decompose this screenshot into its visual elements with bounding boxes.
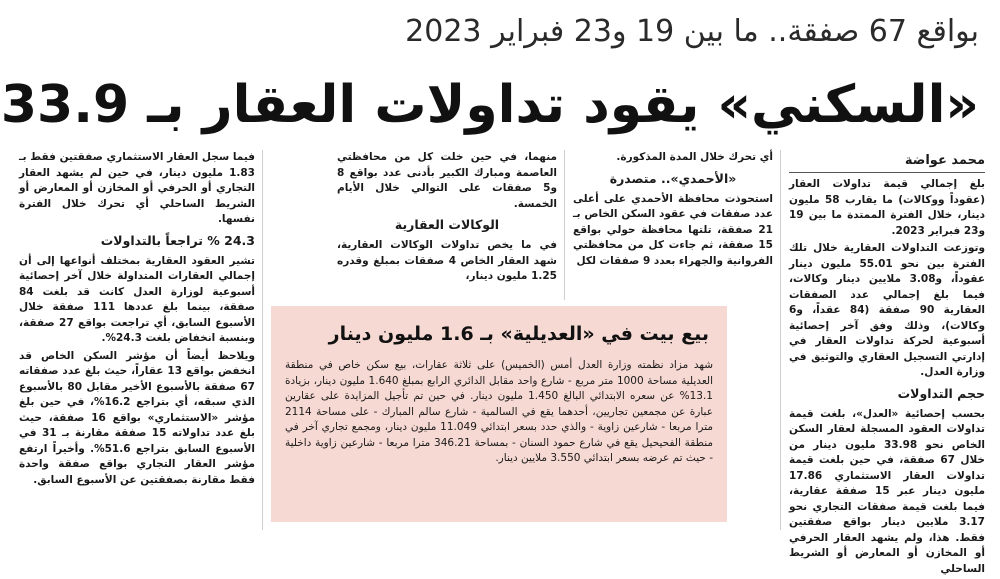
headline: «السكني» يقود تداولات العقار بـ 33.9	[1, 75, 980, 135]
column-3	[338, 150, 558, 287]
col4-para-2: تشير العقود العقارية بمختلف أنواعها إلى أن إجمالي العقارات المتداولة خلال آخر إحصائية أسبوعية لوزارة العدل كانت قد بلغت 84 صفقة، بينما بلغ عددها 111 صفقة خلال الأسبوع السابق، أي تراجعت بواقع 27 صفقة، وبنسبة انخفاض بلغت 24.3%.	[20, 254, 256, 344]
col4-subheading: 24.3 % تراجعاً بالتداولات	[101, 232, 256, 248]
col3-subheading: الوكالات العقارية	[395, 217, 501, 232]
column-2	[574, 150, 774, 271]
subheadline: بواقع 67 صفقة.. ما بين 19 و23 فبراير 2023	[406, 14, 980, 49]
box-text: شهد مزاد نظمته وزارة العدل أمس (الخميس) على ثلاثة عقارات، بيع سكن خاص في منطقة العديلية مساحة 1000 متر مربع - شارع واحد مقابل الدائري الرابع بمبلغ 1.640 مليون دينار، بزيادة 13.1% عن سعره الابتدائي البالغ 1.450 مليون دينار. في حين تم تأجيل المزايدة على عقارين عبارة عن مجمعين تجاريين، أحدهما يقع في السالمية - شارع سالم المبارك - على مساحة 2114 مترا مربعا - شارعين زاوية - والذي حدد بسعر ابتدائي 11.049 مليون دينار، ومجمع تجاري آخر في منطقة الفحيحيل يقع في شارع حمود السنان - بمساحة 346.21 مترا مربعا - شارعين زاوية داخلية - حيث تم عرضه بسعر ابتدائي 3.550 ملايين دينار.	[286, 359, 715, 464]
sidebar-story-box	[272, 306, 728, 522]
column-1	[790, 150, 986, 579]
col1-para-3: بحسب إحصائية «العدل»، بلغت قيمة تداولات العقود المسجلة لعقار السكن الخاص نحو 33.98 مليون دينار من خلال 67 صفقة، في حين بلغت قيمة تداولات العقار الاستثماري 17.86 مليون دينار عبر 15 صفقة عقارية، فيما بلغت قيمة صفقات التجاري نحو 3.17 ملايين دينار بواقع صفقتين فقط. هذا، ولم يشهد العقار الحرفي أو المخازن أو المعارض أو الشريط الساحلي	[790, 407, 986, 575]
column-divider	[565, 150, 566, 300]
author-name: محمد عواضة	[905, 153, 986, 168]
col1-para-1: بلغ إجمالي قيمة تداولات العقار (عقوداً ووكالات) ما يقارب 58 مليون دينار، خلال الفترة الممتدة ما بين 19 و23 فبراير 2023.	[790, 178, 986, 237]
col1-subheading: حجم التداولات	[898, 385, 986, 401]
box-title: بيع بيت في «العديلية» بـ 1.6 مليون دينار	[329, 323, 710, 345]
col2-subheading: «الأحمدي».. متصدرة	[610, 170, 738, 186]
column-divider	[781, 150, 782, 530]
col3-para-1: منهما، في حين خلت كل من محافظتي العاصمة ومبارك الكبير بأدنى عدد بواقع 8 و5 صفقات على التوالي خلال الأيام الخمسة.	[338, 151, 558, 210]
col3-para-2: في ما يخص تداولات الوكالات العقارية، شهد العقار الخاص 4 صفقات بمبلغ وقدره 1.25 مليون دينار،	[338, 239, 558, 282]
col4-para-1: فيما سجل العقار الاستثماري صفقتين فقط بـ 1.83 مليون دينار، في حين لم يشهد العقار التجاري أو الحرفي أو المخازن أو المعارض أو الشريط الساحلي أي تحرك خلال الفترة نفسها.	[20, 151, 256, 225]
col4-para-3: ويلاحظ أيضاً أن مؤشر السكن الخاص قد انخفض بواقع 13 عقاراً، حيث بلغ عدد صفقاته 67 صفقة بالأسبوع الأخير مقابل 80 بالأسبوع الذي سبقه، أي بتراجع 16.2%، في حين بلغ مؤشر «الاستثماري» بواقع 16 صفقة، حيث بلغ عدد تداولاته 15 صفقة مقارنة بـ 31 في الأسبوع السابق بتراجع 51.6%. وأخيراً ارتفع مؤشر العقار التجاري بواقع صفقة واحدة فقط مقارنة بصفقتين عن الأسبوع السابق.	[20, 349, 257, 486]
column-divider	[263, 150, 264, 530]
column-4	[20, 150, 256, 490]
col2-para-1: أي تحرك خلال المدة المذكورة.	[617, 151, 774, 163]
col1-para-2: وتوزعت التداولات العقارية خلال تلك الفترة بين نحو 55.01 مليون دينار عقوداً، و3.08 ملايين دينار وكالات، فيما بلغ إجمالي عدد الصفقات العقارية 90 صفقة (84 عقداً، و6 وكالات)، وذلك وفق آخر إحصائية أسبوعية لحركة تداولات العقار في إدارتي التسجيل العقاري والتوثيق في وزارة العدل.	[790, 242, 986, 378]
col2-para-2: استحوذت محافظة الأحمدي على أعلى عدد صفقات في عقود السكن الخاص بـ 21 صفقة، تلتها محافظة حولي بواقع 15 صفقة، ثم جاءت كل من محافظتي الفروانية والجهراء بعدد 9 صفقات لكل	[574, 192, 774, 267]
